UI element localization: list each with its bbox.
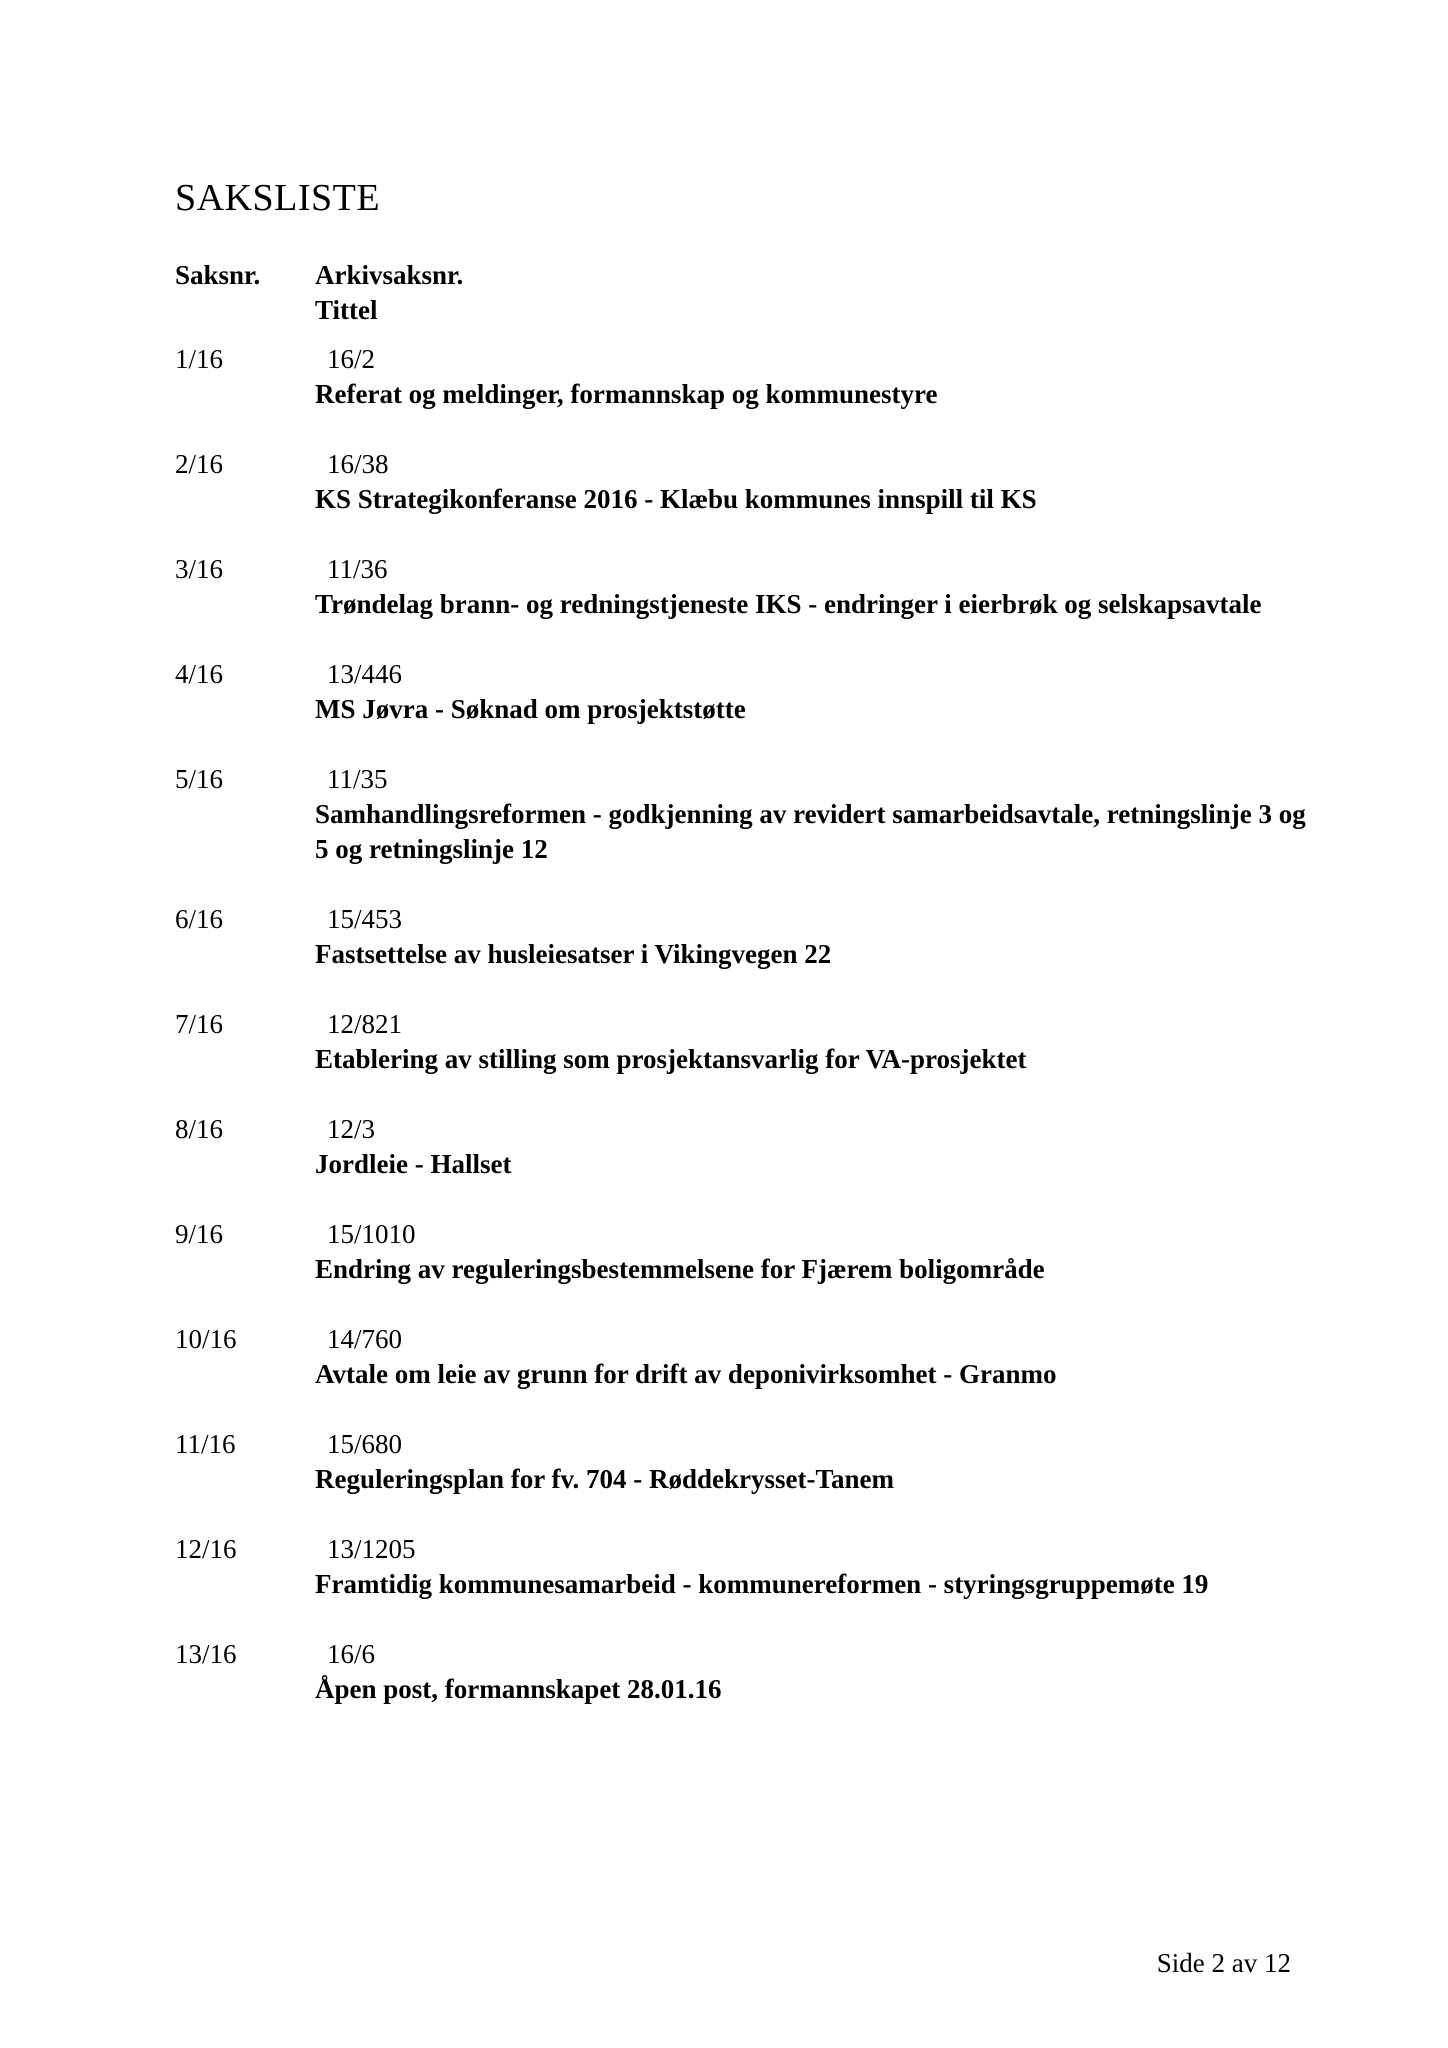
archive-number: 16/6 <box>327 1639 376 1669</box>
case-number: 13/16 <box>175 1639 237 1669</box>
archive-number: 15/1010 <box>327 1219 416 1249</box>
case-title: KS Strategikonferanse 2016 - Klæbu kommunes innspill til KS <box>315 484 1037 514</box>
archive-number: 12/821 <box>327 1009 403 1039</box>
case-item <box>175 1427 1325 1497</box>
case-item <box>175 1112 1325 1182</box>
case-title: Avtale om leie av grunn for drift av deponivirksomhet - Granmo <box>315 1359 1057 1389</box>
case-number: 11/16 <box>175 1429 236 1459</box>
case-title: Framtidig kommunesamarbeid - kommunereformen - styringsgruppemøte 19 <box>315 1569 1209 1599</box>
archive-number: 16/38 <box>327 449 389 479</box>
case-item <box>175 1532 1325 1602</box>
case-title: Endring av reguleringsbestemmelsene for Fjærem boligområde <box>315 1254 1045 1284</box>
case-title: MS Jøvra - Søknad om prosjektstøtte <box>315 694 746 724</box>
case-number: 10/16 <box>175 1324 237 1354</box>
case-number: 6/16 <box>175 904 224 934</box>
case-title: Åpen post, formannskapet 28.01.16 <box>315 1674 722 1704</box>
case-item <box>175 552 1325 622</box>
case-title: Etablering av stilling som prosjektansvarlig for VA-prosjektet <box>315 1044 1027 1074</box>
archive-number: 11/36 <box>327 554 388 584</box>
case-item <box>175 902 1325 972</box>
case-number: 12/16 <box>175 1534 237 1564</box>
case-number: 7/16 <box>175 1009 224 1039</box>
case-number: 2/16 <box>175 449 224 479</box>
case-item <box>175 657 1325 727</box>
case-title: Trøndelag brann- og redningstjeneste IKS - endringer i eierbrøk og selskapsavtale <box>315 589 1262 619</box>
case-title: Referat og meldinger, formannskap og kommunestyre <box>315 379 938 409</box>
case-item <box>175 1217 1325 1287</box>
case-number: 9/16 <box>175 1219 224 1249</box>
case-list <box>175 342 1325 1742</box>
case-item <box>175 342 1325 412</box>
case-title: Reguleringsplan for fv. 704 - Røddekrysset-Tanem <box>315 1464 895 1494</box>
case-number: 3/16 <box>175 554 224 584</box>
archive-number: 16/2 <box>327 344 376 374</box>
archive-number: 11/35 <box>327 764 388 794</box>
case-item <box>175 1637 1325 1707</box>
archive-number: 15/680 <box>327 1429 403 1459</box>
case-item <box>175 762 1325 867</box>
case-title: Jordleie - Hallset <box>315 1149 512 1179</box>
archive-number: 15/453 <box>327 904 403 934</box>
archive-number: 14/760 <box>327 1324 403 1354</box>
case-item <box>175 1007 1325 1077</box>
case-number: 4/16 <box>175 659 224 689</box>
column-header-saksnr: Saksnr. <box>175 260 261 290</box>
page-title: SAKSLISTE <box>175 177 381 219</box>
case-number: 8/16 <box>175 1114 224 1144</box>
case-title: Samhandlingsreformen - godkjenning av revidert samarbeidsavtale, retningslinje 3 og 5 og retningslinje 12 <box>315 799 1306 864</box>
page-number: Side 2 av 12 <box>1156 1948 1291 1978</box>
archive-number: 13/1205 <box>327 1534 416 1564</box>
column-header-tittel: Tittel <box>315 295 378 325</box>
archive-number: 12/3 <box>327 1114 376 1144</box>
case-title: Fastsettelse av husleiesatser i Vikingvegen 22 <box>315 939 832 969</box>
case-item <box>175 1322 1325 1392</box>
archive-number: 13/446 <box>327 659 403 689</box>
case-number: 5/16 <box>175 764 224 794</box>
case-item <box>175 447 1325 517</box>
case-number: 1/16 <box>175 344 224 374</box>
column-header-arkivsaksnr: Arkivsaksnr. <box>315 260 464 290</box>
